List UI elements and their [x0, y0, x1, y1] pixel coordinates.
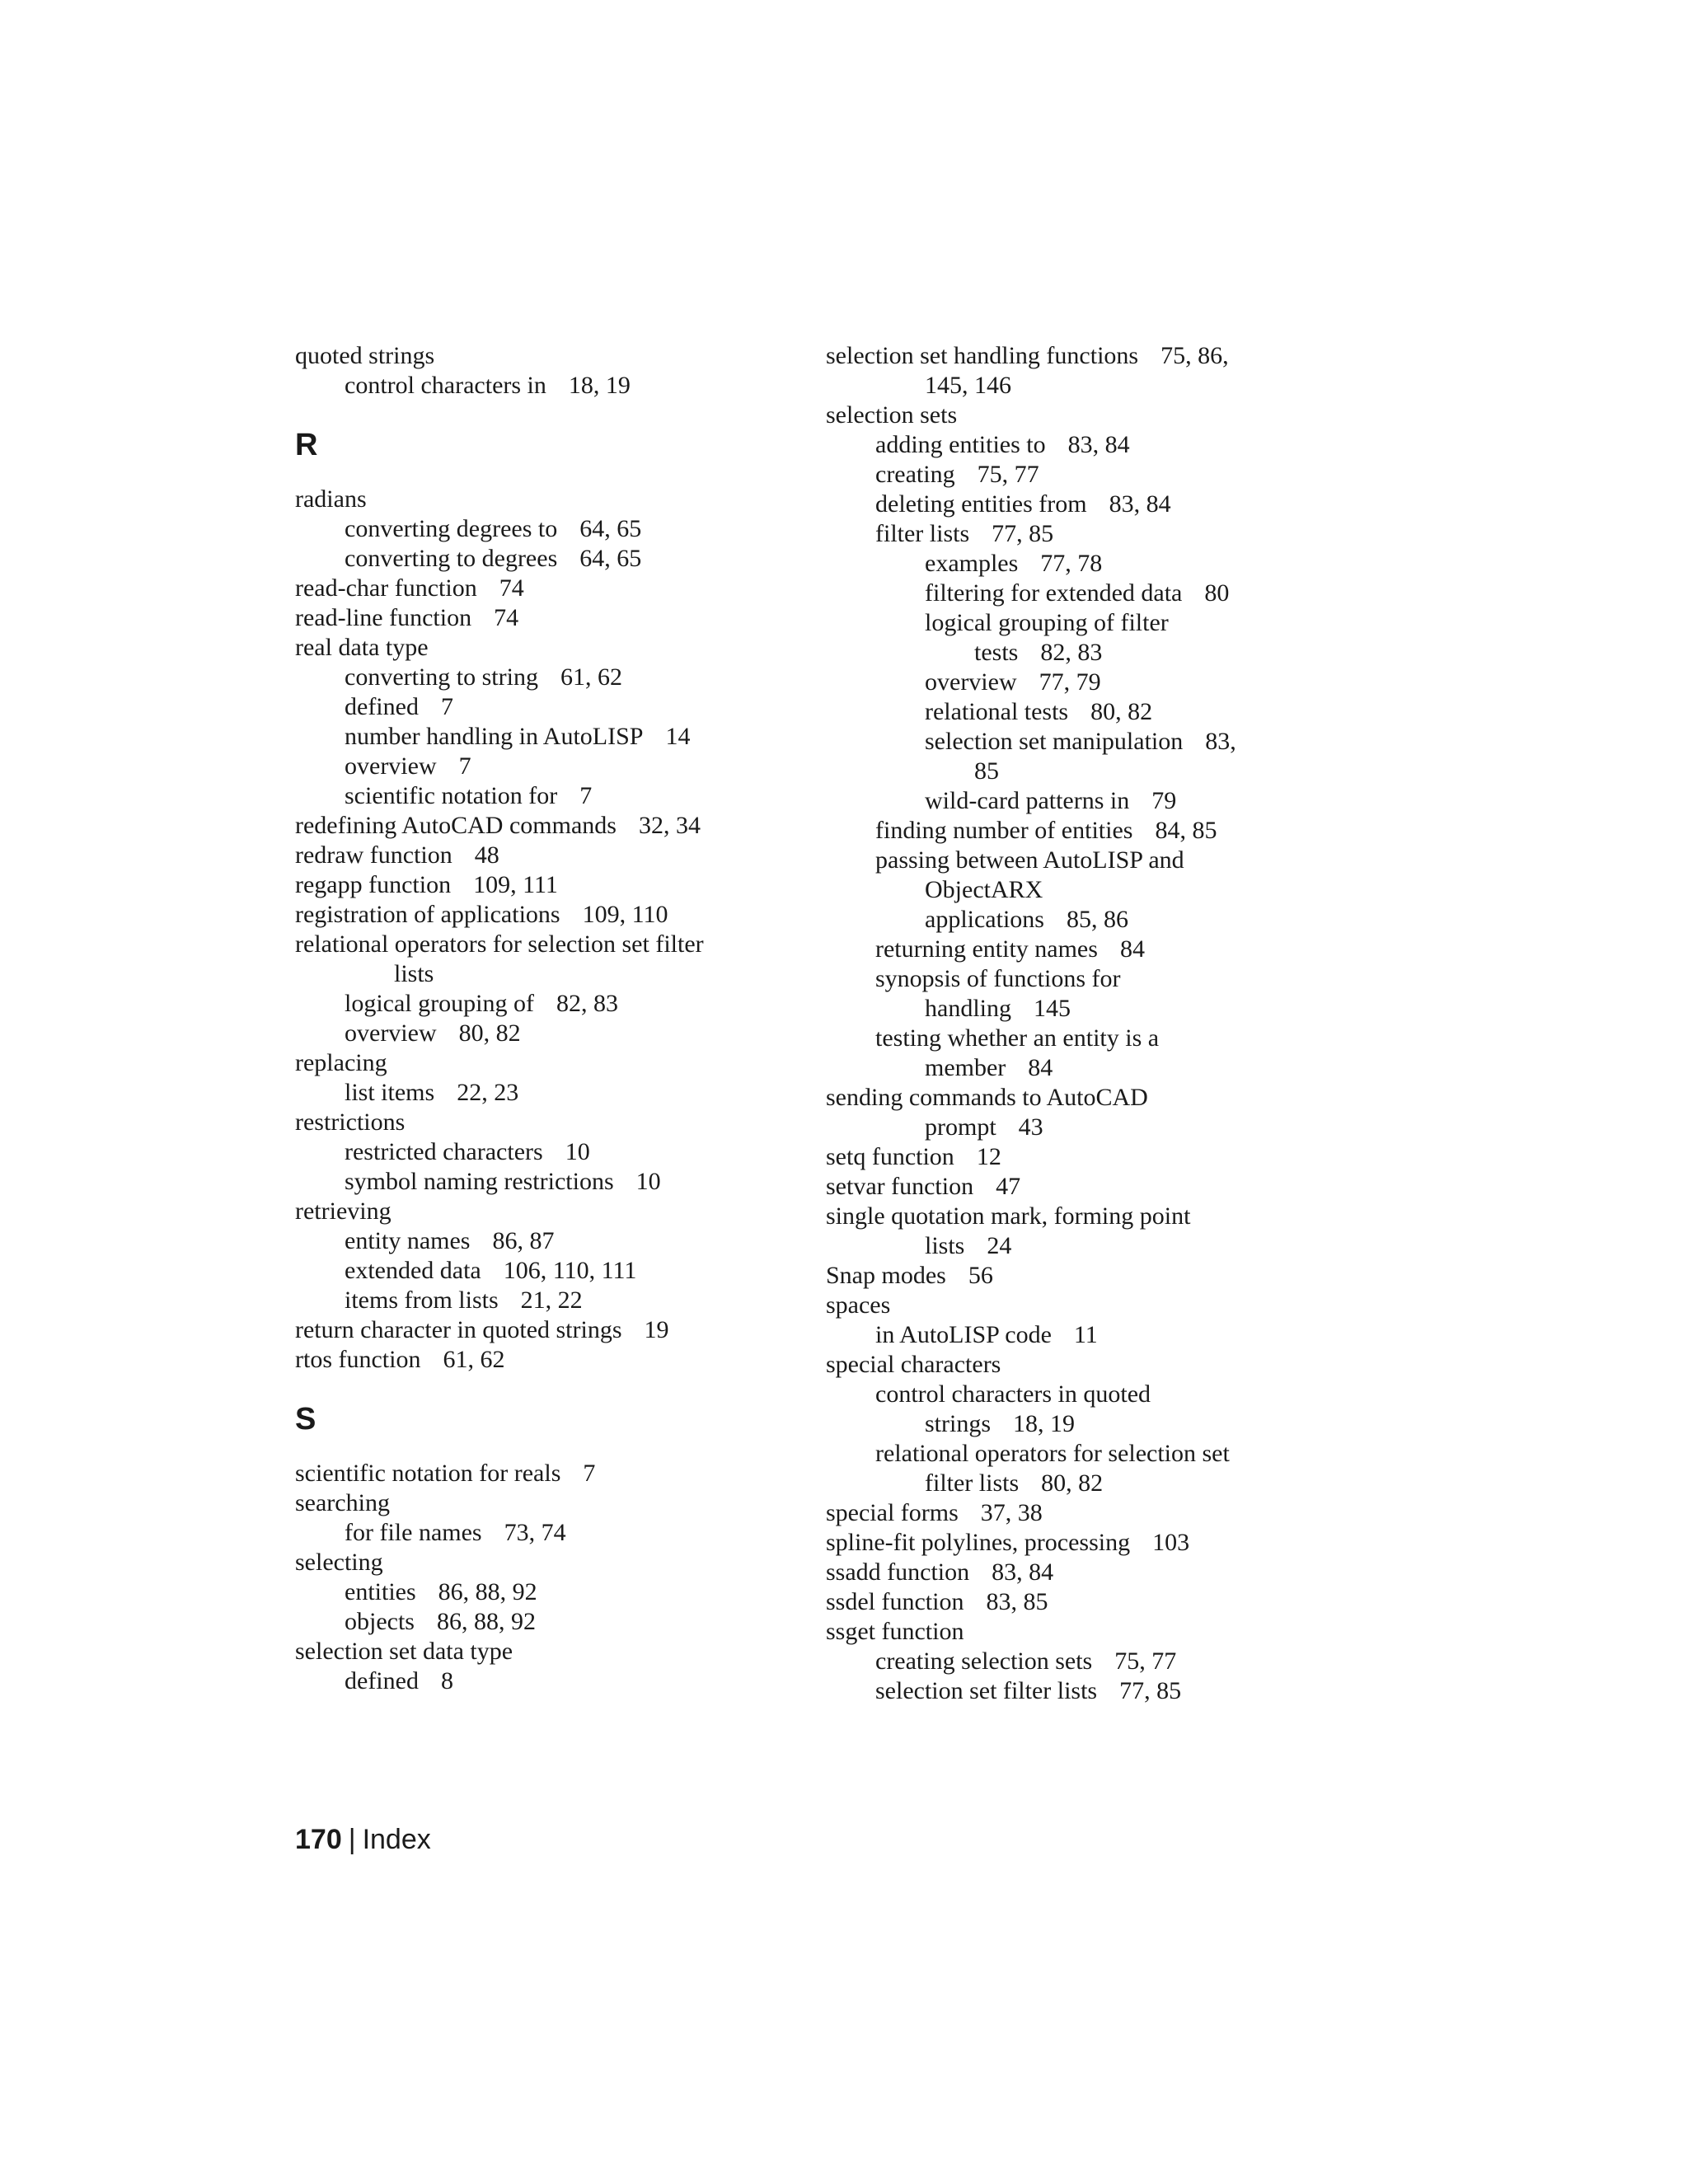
index-subentry: [826, 727, 1337, 786]
index-subentry: [295, 752, 790, 781]
entry-term: selection set data type: [295, 1638, 513, 1665]
entry-page-refs: 80, 82: [458, 1019, 521, 1047]
entry-page-refs: 83, 84: [1067, 431, 1130, 458]
entry-term: restrictions: [295, 1108, 406, 1136]
index-entry: [295, 1637, 790, 1666]
index-subentry: [826, 1647, 1337, 1676]
index-subentry: [295, 692, 790, 722]
entry-page-refs: 77, 85: [1119, 1677, 1182, 1704]
entry-page-refs: 109, 111: [473, 871, 558, 898]
entry-page-refs: 61, 62: [560, 663, 622, 691]
entry-page-refs: 84: [1028, 1054, 1053, 1081]
entry-term: read-char function: [295, 574, 477, 602]
entry-page-refs: 74: [499, 574, 524, 602]
entry-term: symbol naming restrictions: [345, 1168, 614, 1195]
entry-page-refs: 10: [635, 1168, 661, 1195]
entry-term: relational operators for selection set filter: [295, 930, 704, 958]
entry-term: entities: [345, 1578, 416, 1605]
entry-term: regapp function: [295, 871, 452, 898]
index-subentry: [295, 1286, 790, 1315]
entry-term: extended data: [345, 1257, 481, 1284]
entry-page-refs: 77, 79: [1039, 668, 1101, 696]
entry-page-refs: 32, 34: [638, 812, 701, 839]
entry-page-refs: 83, 84: [992, 1558, 1054, 1586]
entry-page-refs: 18, 19: [1013, 1410, 1076, 1437]
entry-term: selection set handling functions: [826, 342, 1139, 369]
entry-page-refs: 47: [996, 1173, 1021, 1200]
entry-term: finding number of entities: [875, 817, 1133, 844]
index-subentry: [295, 1167, 790, 1197]
entry-page-refs: 7: [440, 693, 453, 720]
entry-term: searching: [295, 1489, 390, 1516]
page-footer: [295, 1823, 431, 1856]
entry-term: filtering for extended data: [925, 579, 1183, 607]
index-entry: [295, 1345, 790, 1375]
entry-term: overview: [925, 668, 1017, 696]
entry-term: redraw function: [295, 841, 452, 869]
entry-term: special characters: [826, 1351, 1001, 1378]
index-entry: [826, 1083, 1337, 1142]
entry-page-refs: 75, 86,: [1160, 342, 1229, 369]
index-subentry: [826, 1380, 1337, 1439]
entry-term: logical grouping of: [345, 990, 534, 1017]
entry-page-refs: 74: [494, 604, 519, 631]
entry-page-refs: 80, 82: [1041, 1469, 1104, 1497]
index-subentry: [826, 1439, 1337, 1498]
index-entry: [295, 1108, 790, 1137]
index-entry: [295, 870, 790, 900]
entry-term: ssdel function: [826, 1588, 964, 1615]
index-subentry: [826, 964, 1337, 1024]
entry-term: overview: [345, 752, 437, 780]
entry-page-refs: 145: [1034, 995, 1071, 1022]
entry-term: selection set manipulation: [925, 728, 1184, 755]
index-subentry: [295, 1137, 790, 1167]
index-entry: [295, 1548, 790, 1577]
entry-page-refs: 79: [1151, 787, 1177, 814]
entry-term-continued: applications: [925, 906, 1044, 933]
index-entry: [295, 1197, 790, 1226]
index-entry: [826, 1261, 1337, 1291]
entry-page-refs: 7: [583, 1460, 596, 1487]
index-entry: [295, 841, 790, 870]
entry-term: defined: [345, 693, 419, 720]
entry-page-refs: 24: [987, 1232, 1012, 1259]
index-subentry: [295, 514, 790, 544]
index-entry: [295, 341, 790, 371]
entry-page-refs: 37, 38: [980, 1499, 1043, 1526]
index-section-letter: S: [295, 1402, 316, 1436]
entry-term-continued: lists: [925, 1232, 965, 1259]
entry-page-refs: 103: [1152, 1529, 1190, 1556]
entry-page-refs: 77, 78: [1040, 550, 1103, 577]
entry-term: relational operators for selection set: [875, 1440, 1230, 1467]
entry-page-refs: 77, 85: [992, 520, 1054, 547]
entry-page-refs: 85, 86: [1066, 906, 1128, 933]
entry-term: scientific notation for: [345, 782, 558, 809]
entry-page-refs: 64, 65: [579, 515, 642, 542]
entry-term: wild-card patterns in: [925, 787, 1130, 814]
index-subentry: [295, 1019, 790, 1048]
entry-term: number handling in AutoLISP: [345, 723, 644, 750]
index-entry: [826, 1291, 1337, 1320]
entry-term: quoted strings: [295, 342, 435, 369]
entry-page-refs: 64, 65: [579, 545, 642, 572]
entry-term: selection sets: [826, 401, 958, 429]
index-entry: [295, 1488, 790, 1518]
index-subentry: [826, 579, 1337, 608]
entry-term-continued: member: [925, 1054, 1006, 1081]
entry-term: control characters in: [345, 372, 546, 399]
entry-page-refs: 10: [565, 1138, 590, 1165]
entry-term: radians: [295, 485, 367, 513]
index-subentry: [295, 1078, 790, 1108]
index-subentry: [295, 663, 790, 692]
index-entry: [826, 401, 1337, 430]
entry-term: control characters in quoted: [875, 1380, 1151, 1408]
index-entry: [295, 633, 790, 663]
entry-term: converting to degrees: [345, 545, 558, 572]
index-entry: [295, 485, 790, 514]
entry-term: spline-fit polylines, processing: [826, 1529, 1131, 1556]
index-subentry: [826, 460, 1337, 490]
entry-term: selecting: [295, 1549, 383, 1576]
index-subentry: [295, 722, 790, 752]
entry-page-refs: 83, 84: [1109, 490, 1171, 518]
entry-page-refs: 86, 88, 92: [436, 1608, 536, 1635]
entry-page-refs: 75, 77: [1114, 1647, 1177, 1675]
entry-term: return character in quoted strings: [295, 1316, 622, 1343]
entry-page-refs: 106, 110, 111: [503, 1257, 637, 1284]
index-subentry: [295, 1666, 790, 1696]
entry-term-continued: prompt: [925, 1113, 996, 1141]
entry-term: relational tests: [925, 698, 1069, 725]
entry-page-refs: 80: [1204, 579, 1230, 607]
entry-term: restricted characters: [345, 1138, 543, 1165]
entry-term: rtos function: [295, 1346, 421, 1373]
entry-term: objects: [345, 1608, 415, 1635]
entry-page-refs-continued: 145, 146: [925, 372, 1011, 399]
entry-term: testing whether an entity is a: [875, 1024, 1160, 1052]
index-entry: [295, 1459, 790, 1488]
entry-term-continued: ObjectARX: [925, 876, 1043, 903]
entry-page-refs: 73, 74: [504, 1519, 566, 1546]
entry-term: entity names: [345, 1227, 471, 1254]
index-subentry: [826, 786, 1337, 816]
entry-page-refs: 80, 82: [1090, 698, 1153, 725]
index-subentry: [295, 1226, 790, 1256]
index-entry: [826, 1617, 1337, 1647]
index-subentry: [826, 608, 1337, 668]
index-entry: [295, 900, 790, 930]
index-subentry: [295, 1256, 790, 1286]
entry-page-refs: 84, 85: [1155, 817, 1217, 844]
entry-page-refs: 22, 23: [457, 1079, 519, 1106]
entry-page-refs: 12: [976, 1143, 1001, 1170]
entry-term: creating selection sets: [875, 1647, 1093, 1675]
index-entry: [295, 603, 790, 633]
entry-term: converting degrees to: [345, 515, 558, 542]
index-subentry: [826, 935, 1337, 964]
index-subentry: [295, 371, 790, 401]
index-entry: [295, 1315, 790, 1345]
index-subentry: [826, 1320, 1337, 1350]
index-subentry: [295, 989, 790, 1019]
entry-page-refs: 7: [579, 782, 593, 809]
entry-page-refs: 19: [644, 1316, 669, 1343]
entry-page-refs: 75, 77: [977, 461, 1039, 488]
entry-page-refs: 48: [474, 841, 499, 869]
entry-page-refs: 86, 88, 92: [438, 1578, 537, 1605]
entry-term: redefining AutoCAD commands: [295, 812, 617, 839]
index-entry: [826, 341, 1337, 401]
index-entry: [826, 1350, 1337, 1380]
entry-page-refs: 21, 22: [520, 1286, 583, 1314]
entry-term: special forms: [826, 1499, 959, 1526]
entry-page-refs: 56: [968, 1262, 993, 1289]
entry-term: list items: [345, 1079, 435, 1106]
entry-term: replacing: [295, 1049, 387, 1076]
entry-page-refs: 43: [1018, 1113, 1043, 1141]
index-entry: [826, 1142, 1337, 1172]
entry-page-refs: 86, 87: [492, 1227, 555, 1254]
footer-section-title: Index: [362, 1824, 431, 1855]
index-subentry: [295, 1577, 790, 1607]
index-subentry: [826, 1676, 1337, 1706]
entry-term: selection set filter lists: [875, 1677, 1098, 1704]
index-entry: [826, 1528, 1337, 1558]
index-subentry: [826, 697, 1337, 727]
entry-term: retrieving: [295, 1197, 392, 1225]
entry-term: real data type: [295, 634, 429, 661]
entry-term: logical grouping of filter: [925, 609, 1169, 636]
index-entry: [295, 1048, 790, 1078]
index-subentry: [295, 1607, 790, 1637]
index-subentry: [295, 544, 790, 574]
entry-term: deleting entities from: [875, 490, 1087, 518]
entry-term: in AutoLISP code: [875, 1321, 1052, 1348]
index-entry: [295, 574, 790, 603]
entry-page-refs: 18, 19: [568, 372, 631, 399]
entry-term: Snap modes: [826, 1262, 946, 1289]
entry-term: passing between AutoLISP and: [875, 846, 1184, 874]
entry-term: ssadd function: [826, 1558, 970, 1586]
entry-term: filter lists: [875, 520, 970, 547]
entry-page-refs: 8: [440, 1667, 453, 1694]
entry-term: returning entity names: [875, 935, 1098, 963]
entry-term: setq function: [826, 1143, 954, 1170]
index-subentry: [295, 1518, 790, 1548]
entry-page-refs-continued: 85: [974, 757, 999, 785]
entry-page-refs: 82, 83: [1040, 639, 1103, 666]
entry-term: for file names: [345, 1519, 482, 1546]
index-subentry: [826, 549, 1337, 579]
entry-page-refs: 61, 62: [443, 1346, 505, 1373]
entry-term: scientific notation for reals: [295, 1460, 561, 1487]
index-subentry: [826, 846, 1337, 935]
index-subentry: [826, 430, 1337, 460]
entry-term-continued: strings: [925, 1410, 992, 1437]
index-section-letter: R: [295, 428, 318, 462]
entry-page-refs: 82, 83: [556, 990, 618, 1017]
index-subentry: [826, 816, 1337, 846]
entry-term: adding entities to: [875, 431, 1046, 458]
entry-page-refs: 83, 85: [986, 1588, 1048, 1615]
index-subentry: [826, 1024, 1337, 1083]
entry-term: registration of applications: [295, 901, 560, 928]
entry-term: items from lists: [345, 1286, 499, 1314]
index-subentry: [826, 668, 1337, 697]
footer-separator: |: [348, 1824, 356, 1855]
entry-term: converting to string: [345, 663, 538, 691]
entry-page-refs: 14: [665, 723, 691, 750]
entry-term: defined: [345, 1667, 419, 1694]
entry-page-refs: 11: [1073, 1321, 1098, 1348]
entry-term: synopsis of functions for: [875, 965, 1121, 992]
page-number: 170: [295, 1824, 342, 1855]
entry-term: creating: [875, 461, 955, 488]
index-subentry: [826, 490, 1337, 519]
entry-term-continued: filter lists: [925, 1469, 1020, 1497]
entry-page-refs: 83,: [1205, 728, 1236, 755]
entry-term: setvar function: [826, 1173, 974, 1200]
index-entry: [826, 1172, 1337, 1202]
index-column-right: [826, 341, 1337, 1706]
index-entry: [826, 1587, 1337, 1617]
entry-term: examples: [925, 550, 1019, 577]
entry-page-refs: 7: [458, 752, 471, 780]
entry-term-continued: lists: [394, 960, 434, 987]
entry-term-continued: tests: [974, 639, 1019, 666]
entry-page-refs: 109, 110: [582, 901, 668, 928]
index-entry: [826, 1498, 1337, 1528]
index-subentry: [295, 781, 790, 811]
entry-page-refs: 84: [1119, 935, 1145, 963]
index-column-left: [295, 341, 790, 1696]
index-entry: [295, 811, 790, 841]
entry-term: read-line function: [295, 604, 472, 631]
entry-term-continued: handling: [925, 995, 1011, 1022]
entry-term: spaces: [826, 1291, 891, 1319]
entry-term: overview: [345, 1019, 437, 1047]
entry-term: single quotation mark, forming point: [826, 1202, 1191, 1230]
entry-term: sending commands to AutoCAD: [826, 1084, 1148, 1111]
index-subentry: [826, 519, 1337, 549]
index-entry: [826, 1202, 1337, 1261]
entry-term: ssget function: [826, 1618, 964, 1645]
index-entry: [295, 930, 790, 989]
index-entry: [826, 1558, 1337, 1587]
